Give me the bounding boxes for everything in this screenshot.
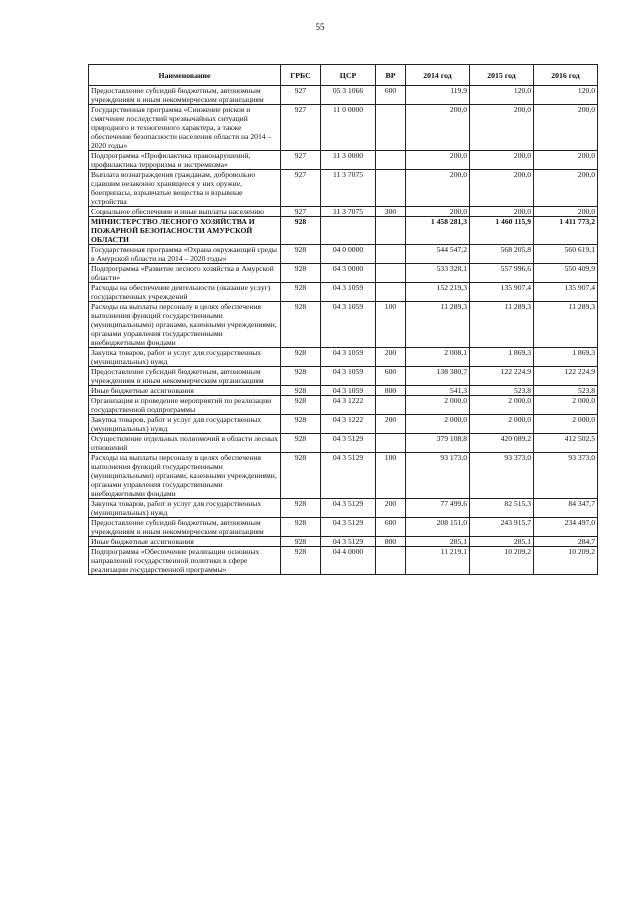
cell-2016: 93 373,0 — [534, 453, 598, 499]
cell-grbs: 928 — [281, 434, 321, 453]
cell-name: Предоставление субсидий бюджетным, автономным учреждениям и иным некоммерческим организациям — [89, 86, 281, 105]
cell-grbs: 928 — [281, 348, 321, 367]
cell-2015: 200,0 — [470, 170, 534, 207]
cell-name: МИНИСТЕРСТВО ЛЕСНОГО ХОЗЯЙСТВА И ПОЖАРНОЙ БЕЗОПАСНОСТИ АМУРСКОЙ ОБЛАСТИ — [89, 217, 281, 245]
cell-vr — [376, 396, 406, 415]
cell-name: Государственная программа «Снижение рисков и смягчение последствий чрезвычайных ситуаций природного и техногенного характера, а также обеспечение безопасности населения области на 2014 – 2020 годы» — [89, 105, 281, 151]
cell-csr: 04 3 5129 — [321, 518, 376, 537]
cell-2014: 119,9 — [406, 86, 470, 105]
cell-grbs: 928 — [281, 217, 321, 245]
cell-2016: 200,0 — [534, 170, 598, 207]
cell-2015: 135 907,4 — [470, 283, 534, 302]
cell-2014: 152 219,3 — [406, 283, 470, 302]
header-grbs: ГРБС — [281, 65, 321, 86]
cell-2014: 2 000,0 — [406, 396, 470, 415]
cell-csr: 04 4 0000 — [321, 547, 376, 575]
cell-2014: 77 499,6 — [406, 499, 470, 518]
cell-csr: 11 3 7075 — [321, 207, 376, 217]
cell-grbs: 928 — [281, 367, 321, 386]
cell-grbs: 928 — [281, 415, 321, 434]
cell-grbs: 927 — [281, 170, 321, 207]
cell-2014: 1 458 281,3 — [406, 217, 470, 245]
cell-vr — [376, 170, 406, 207]
cell-vr — [376, 245, 406, 264]
cell-csr — [321, 217, 376, 245]
table-row — [89, 264, 598, 283]
header-2016: 2016 год — [534, 65, 598, 86]
cell-csr: 04 3 1059 — [321, 367, 376, 386]
cell-2014: 200,0 — [406, 207, 470, 217]
cell-csr: 11 3 0000 — [321, 151, 376, 170]
cell-2016: 120,0 — [534, 86, 598, 105]
cell-name: Расходы на обеспечение деятельности (оказание услуг) государственных учреждений — [89, 283, 281, 302]
cell-name: Предоставление субсидий бюджетным, автономным учреждениям и иным некоммерческим организациям — [89, 518, 281, 537]
cell-grbs: 928 — [281, 453, 321, 499]
cell-2016: 200,0 — [534, 207, 598, 217]
table-body — [89, 86, 598, 575]
cell-vr — [376, 547, 406, 575]
table-row — [89, 415, 598, 434]
cell-2015: 420 089,2 — [470, 434, 534, 453]
cell-vr: 600 — [376, 367, 406, 386]
cell-grbs: 927 — [281, 86, 321, 105]
cell-2016: 412 502,5 — [534, 434, 598, 453]
header-vr: ВР — [376, 65, 406, 86]
cell-grbs: 928 — [281, 518, 321, 537]
cell-2014: 93 173,0 — [406, 453, 470, 499]
cell-vr: 100 — [376, 453, 406, 499]
cell-grbs: 928 — [281, 245, 321, 264]
table-row — [89, 245, 598, 264]
cell-csr: 04 3 1059 — [321, 348, 376, 367]
cell-2014: 544 547,2 — [406, 245, 470, 264]
table-row — [89, 453, 598, 499]
cell-grbs: 928 — [281, 264, 321, 283]
cell-2016: 2 000,0 — [534, 415, 598, 434]
cell-name: Подпрограмма «Обеспечение реализации основных направлений государственной политики в сфере реализации государственной программы» — [89, 547, 281, 575]
cell-csr: 04 3 5129 — [321, 499, 376, 518]
table-row — [89, 367, 598, 386]
cell-2014: 138 380,7 — [406, 367, 470, 386]
header-csr: ЦСР — [321, 65, 376, 86]
table-row — [89, 86, 598, 105]
cell-vr — [376, 434, 406, 453]
cell-2014: 11 289,3 — [406, 302, 470, 348]
cell-vr: 100 — [376, 302, 406, 348]
cell-name: Выплата вознаграждения гражданам, добровольно сдавшим незаконно хранящееся у них оружие, боеприпасы, взрывчатые вещества и взрывные устройства — [89, 170, 281, 207]
cell-2015: 11 289,3 — [470, 302, 534, 348]
cell-csr: 05 3 1066 — [321, 86, 376, 105]
table-row — [89, 170, 598, 207]
table-row — [89, 386, 598, 396]
cell-2016: 135 907,4 — [534, 283, 598, 302]
cell-grbs: 928 — [281, 547, 321, 575]
table-row — [89, 547, 598, 575]
cell-2015: 82 515,3 — [470, 499, 534, 518]
cell-2015: 2 000,0 — [470, 396, 534, 415]
cell-vr — [376, 151, 406, 170]
cell-2016: 11 289,3 — [534, 302, 598, 348]
cell-grbs: 927 — [281, 207, 321, 217]
cell-vr: 200 — [376, 415, 406, 434]
table-row — [89, 434, 598, 453]
cell-name: Иные бюджетные ассигнования — [89, 537, 281, 547]
cell-2014: 533 328,1 — [406, 264, 470, 283]
cell-csr: 04 3 1222 — [321, 396, 376, 415]
table-row — [89, 518, 598, 537]
cell-2015: 93 373,0 — [470, 453, 534, 499]
cell-2015: 2 000,0 — [470, 415, 534, 434]
cell-name: Подпрограмма «Профилактика правонарушений, профилактика терроризма и экстремизма» — [89, 151, 281, 170]
cell-name: Предоставление субсидий бюджетным, автономным учреждениям и иным некоммерческим организациям — [89, 367, 281, 386]
cell-vr — [376, 264, 406, 283]
cell-2015: 122 224,9 — [470, 367, 534, 386]
cell-grbs: 928 — [281, 283, 321, 302]
cell-2016: 284,7 — [534, 537, 598, 547]
header-name: Наименование — [89, 65, 281, 86]
cell-2016: 200,0 — [534, 151, 598, 170]
cell-csr: 04 3 5129 — [321, 537, 376, 547]
cell-2015: 557 996,6 — [470, 264, 534, 283]
cell-2014: 208 151,0 — [406, 518, 470, 537]
cell-2016: 84 347,7 — [534, 499, 598, 518]
page-number: 55 — [315, 22, 325, 32]
cell-name: Осуществление отдельных полномочий в области лесных отношений — [89, 434, 281, 453]
table-row — [89, 151, 598, 170]
cell-grbs: 928 — [281, 537, 321, 547]
cell-vr — [376, 217, 406, 245]
header-2014: 2014 год — [406, 65, 470, 86]
cell-2016: 550 409,9 — [534, 264, 598, 283]
cell-2015: 200,0 — [470, 151, 534, 170]
cell-2016: 122 224,9 — [534, 367, 598, 386]
cell-vr: 800 — [376, 386, 406, 396]
cell-grbs: 927 — [281, 105, 321, 151]
cell-name: Подпрограмма «Развитие лесного хозяйства в Амурской области» — [89, 264, 281, 283]
cell-2015: 568 205,8 — [470, 245, 534, 264]
cell-2015: 200,0 — [470, 105, 534, 151]
cell-grbs: 928 — [281, 499, 321, 518]
cell-name: Закупка товаров, работ и услуг для государственных (муниципальных) нужд — [89, 499, 281, 518]
table-row — [89, 207, 598, 217]
table-row — [89, 537, 598, 547]
cell-2014: 541,3 — [406, 386, 470, 396]
cell-2016: 234 497,0 — [534, 518, 598, 537]
cell-csr: 04 0 0000 — [321, 245, 376, 264]
header-2015: 2015 год — [470, 65, 534, 86]
cell-2016: 1 411 773,2 — [534, 217, 598, 245]
cell-csr: 04 3 5129 — [321, 434, 376, 453]
cell-2016: 1 869,3 — [534, 348, 598, 367]
cell-csr: 04 3 1059 — [321, 386, 376, 396]
cell-name: Закупка товаров, работ и услуг для государственных (муниципальных) нужд — [89, 348, 281, 367]
table-row — [89, 217, 598, 245]
cell-grbs: 928 — [281, 386, 321, 396]
table-header — [89, 65, 598, 86]
cell-csr: 04 3 5129 — [321, 453, 376, 499]
cell-2015: 285,1 — [470, 537, 534, 547]
cell-2015: 120,0 — [470, 86, 534, 105]
cell-2014: 200,0 — [406, 105, 470, 151]
table-row — [89, 499, 598, 518]
cell-name: Расходы на выплаты персоналу в целях обеспечения выполнения функций государственными (муниципальными) органами, казенными учреждениями, органами управления государственными внебюджетными фондами — [89, 302, 281, 348]
cell-vr: 300 — [376, 207, 406, 217]
table-row — [89, 105, 598, 151]
cell-2014: 200,0 — [406, 170, 470, 207]
cell-2015: 523,8 — [470, 386, 534, 396]
cell-name: Государственная программа «Охрана окружающей среды в Амурской области на 2014 – 2020 годы» — [89, 245, 281, 264]
cell-csr: 04 3 1059 — [321, 283, 376, 302]
cell-2014: 2 000,0 — [406, 415, 470, 434]
cell-name: Организация и проведение мероприятий по реализации государственной подпрограммы — [89, 396, 281, 415]
cell-csr: 04 3 0000 — [321, 264, 376, 283]
cell-2015: 243 915,7 — [470, 518, 534, 537]
cell-2015: 1 460 115,9 — [470, 217, 534, 245]
cell-2016: 200,0 — [534, 105, 598, 151]
cell-vr: 200 — [376, 348, 406, 367]
table-row — [89, 283, 598, 302]
cell-grbs: 927 — [281, 151, 321, 170]
cell-name: Социальное обеспечение и иные выплаты населению — [89, 207, 281, 217]
cell-2014: 11 219,1 — [406, 547, 470, 575]
cell-name: Расходы на выплаты персоналу в целях обеспечения выполнения функций государственными (муниципальными) органами, казенными учреждениями, органами управления государственными внебюджетными фондами — [89, 453, 281, 499]
cell-name: Иные бюджетные ассигнования — [89, 386, 281, 396]
cell-2015: 1 869,3 — [470, 348, 534, 367]
cell-vr: 200 — [376, 499, 406, 518]
budget-table — [88, 64, 598, 575]
cell-2014: 2 008,1 — [406, 348, 470, 367]
cell-csr: 11 3 7075 — [321, 170, 376, 207]
cell-vr: 600 — [376, 518, 406, 537]
cell-vr: 800 — [376, 537, 406, 547]
cell-2015: 200,0 — [470, 207, 534, 217]
cell-2016: 523,8 — [534, 386, 598, 396]
table-row — [89, 396, 598, 415]
cell-vr: 600 — [376, 86, 406, 105]
cell-2016: 2 000,0 — [534, 396, 598, 415]
cell-csr: 04 3 1222 — [321, 415, 376, 434]
cell-csr: 04 3 1059 — [321, 302, 376, 348]
cell-grbs: 928 — [281, 302, 321, 348]
cell-2015: 10 209,2 — [470, 547, 534, 575]
table-row — [89, 348, 598, 367]
cell-2014: 379 108,8 — [406, 434, 470, 453]
cell-2014: 200,0 — [406, 151, 470, 170]
table-row — [89, 302, 598, 348]
cell-2016: 10 209,2 — [534, 547, 598, 575]
cell-2014: 285,1 — [406, 537, 470, 547]
header-row — [89, 65, 598, 86]
cell-2016: 560 619,1 — [534, 245, 598, 264]
cell-csr: 11 0 0000 — [321, 105, 376, 151]
cell-vr — [376, 283, 406, 302]
cell-vr — [376, 105, 406, 151]
cell-name: Закупка товаров, работ и услуг для государственных (муниципальных) нужд — [89, 415, 281, 434]
cell-grbs: 928 — [281, 396, 321, 415]
